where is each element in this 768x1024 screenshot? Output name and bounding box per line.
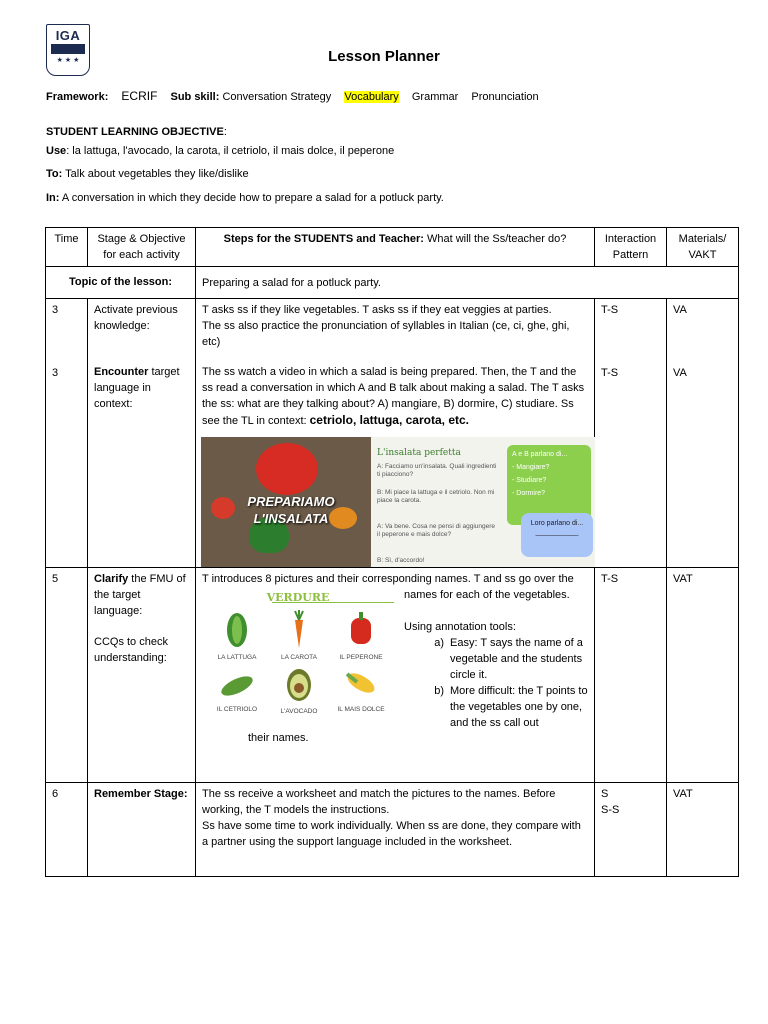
dialog-title: L'insalata perfetta xyxy=(377,448,461,458)
ccq-label: CCQs to check understanding: xyxy=(94,636,168,664)
row4-stage: Remember Stage: xyxy=(88,783,196,877)
logo-stars-icon: ★ ★ ★ xyxy=(56,57,80,64)
in-label: In: xyxy=(46,192,60,204)
topic-label: Topic of the lesson: xyxy=(46,267,196,299)
row4-steps: The ss receive a worksheet and match the pictures to the names. Before working, the T models the instructions. Ss have some time to work individually. When ss are done, they compare with a partner using the support language included in the worksheet. xyxy=(196,783,595,877)
tools-tail: their names. xyxy=(248,732,309,744)
table-header-row xyxy=(46,228,739,267)
page-title: Lesson Planner xyxy=(328,48,440,65)
row4-interaction: S S-S xyxy=(595,783,667,877)
row2-interaction: T-S xyxy=(601,367,619,379)
table-row xyxy=(46,568,739,783)
corn-icon xyxy=(343,666,379,700)
row3-time: 5 xyxy=(46,568,88,783)
row2-time: 3 xyxy=(52,367,59,379)
lettuce-item: LA LATTUGA xyxy=(206,610,268,666)
dialog-line: B: Sì, d'accordo! xyxy=(377,557,425,564)
framework-line xyxy=(46,89,539,103)
subskill-grammar: Grammar xyxy=(411,91,459,103)
use-label: Use xyxy=(46,145,67,157)
vegetables-image xyxy=(202,588,394,720)
row2-stage-bold: Encounter xyxy=(94,366,149,378)
row3-stage: Clarify the FMU of the target language: CCQs to check understanding: xyxy=(88,568,196,783)
topic-value: Preparing a salad for a potluck party. xyxy=(196,267,739,299)
lesson-table xyxy=(45,227,739,877)
table-row xyxy=(46,783,739,877)
row1-stage: Activate previous knowledge: Encounter target language in context: xyxy=(88,299,196,568)
dialog-line: B: Mi piace la lattuga e il cetriolo. Non mi piace la carota. xyxy=(377,489,495,504)
carrot-item: LA CAROTA xyxy=(268,610,330,666)
question-box: A e B parlano di... - Mangiare? - Studiare? - Dormire? xyxy=(507,445,591,525)
row2-steps: The ss watch a video in which a salad is being prepared. Then, the T and the ss read a conversation in which A and B talk about making a salad. The T asks the ss: what are they talking about? A) mangiare, B) dormire, C) studiare. Ss see the TL in context: cetriolo, lattuga, carota, etc. xyxy=(202,366,585,427)
subskill-vocabulary: Vocabulary xyxy=(344,91,399,103)
cucumber-icon xyxy=(218,666,256,700)
objective-to xyxy=(46,168,249,180)
pepper-item: IL PEPERONE xyxy=(330,610,392,666)
cucumber-item: IL CETRIOLO xyxy=(206,666,268,718)
logo-text: IGA xyxy=(55,28,81,43)
tool-item-difficult: b) More difficult: the T points to the vegetables one by one, and the ss call out xyxy=(434,685,588,729)
header-time: Time xyxy=(46,228,88,267)
row2-materials: VA xyxy=(673,367,687,379)
header-materials: Materials/ VAKT xyxy=(667,228,739,267)
in-text: A conversation in which they decide how to prepare a salad for a potluck party. xyxy=(59,192,444,204)
carrot-icon xyxy=(289,610,309,648)
speech-bubble: Loro parlano di... ___________ xyxy=(521,513,593,557)
topic-row xyxy=(46,267,739,299)
to-text: Talk about vegetables they like/dislike xyxy=(62,168,249,180)
row4-time: 6 xyxy=(46,783,88,877)
pepper-icon xyxy=(348,610,374,648)
framework-label: Framework: xyxy=(46,91,109,103)
row3-materials: VAT xyxy=(667,568,739,783)
to-label: To: xyxy=(46,168,63,180)
objective-heading: STUDENT LEARNING OBJECTIVE: xyxy=(46,126,227,138)
row1-time: 3 3 xyxy=(46,299,88,568)
subskill-conversation: Conversation Strategy xyxy=(222,91,332,103)
lettuce-icon xyxy=(224,610,250,648)
objective-use xyxy=(46,145,394,157)
row3-steps: T introduces 8 pictures and their corresponding names. T and ss go over the names for each of the vegetables. VERDURE LA LATTUGA LA CAROTA IL PEPERONE IL CETRIOLO L'AVOCADO IL MAIS DOLCE Using annotation tools: a) Easy: T says the name of a vegetable and the students circle it. b) More difficult: the T points to the vegetables one by one, and the ss call out their names. xyxy=(196,568,595,783)
header-steps: Steps for the STUDENTS and Teacher: What will the Ss/teacher do? xyxy=(196,228,595,267)
avocado-item: L'AVOCADO xyxy=(268,666,330,720)
header-interaction: Interaction Pattern xyxy=(595,228,667,267)
row1-steps: T asks ss if they like vegetables. T asks ss if they eat veggies at parties. The ss also practice the pronunciation of syllables in Italian (ce, ci, ghe, ghi, etc) The ss watch a video in which a salad is being prepared. Then, the T and the ss read a conversation in which A and B talk about making a salad. The T asks the ss: what are they talking about? A) mangiare, B) dormire, C) studiare. Ss see the TL in context: cetriolo, lattuga, carota, etc. PREPARIAMO L'INSALATA L'insalata perfetta A: Facciamo un'insalata. Quali ingredienti ti piacciono? B: Mi piace la lattuga e il cetriolo. Non mi piace la carota. A: Va bene. Cosa ne pensi di aggiungere il peperone e mais dolce? B: Sì, d'accordo! A e B parlano di... - Mangiare? - Studiare? - Dormire? Loro parlano di... ___________ xyxy=(196,299,595,568)
row1-materials: VA VA xyxy=(667,299,739,568)
corn-item: IL MAIS DOLCE xyxy=(330,666,392,718)
avocado-icon xyxy=(285,666,313,702)
subskill-pronunciation: Pronunciation xyxy=(471,91,539,103)
objective-in xyxy=(46,192,444,204)
row1-interaction: T-S T-S xyxy=(595,299,667,568)
dialog-line: A: Va bene. Cosa ne pensi di aggiungere il peperone e mais dolce? xyxy=(377,523,496,538)
subskill-label: Sub skill: xyxy=(170,91,220,103)
salad-photo xyxy=(201,437,371,567)
table-row xyxy=(46,299,739,568)
dialog-line: A: Facciamo un'insalata. Quali ingredienti ti piacciono? xyxy=(377,463,497,478)
framework-value: ECRIF xyxy=(121,89,158,103)
vocab-heading: VERDURE xyxy=(202,590,394,606)
row3-interaction: T-S xyxy=(595,568,667,783)
use-text: : la lattuga, l'avocado, la carota, il cetriolo, il mais dolce, il peperone xyxy=(66,145,395,157)
annotation-tools: Using annotation tools: a) Easy: T says the name of a vegetable and the students circle it. b) More difficult: the T points to the vegetables one by one, and the ss call out xyxy=(404,619,596,731)
tool-item-easy: a) Easy: T says the name of a vegetable and the students circle it. xyxy=(434,637,583,681)
salad-lesson-image xyxy=(201,437,595,567)
row4-materials: VAT xyxy=(667,783,739,877)
header-stage: Stage & Objective for each activity xyxy=(88,228,196,267)
photo-caption: PREPARIAMO L'INSALATA xyxy=(247,494,335,526)
